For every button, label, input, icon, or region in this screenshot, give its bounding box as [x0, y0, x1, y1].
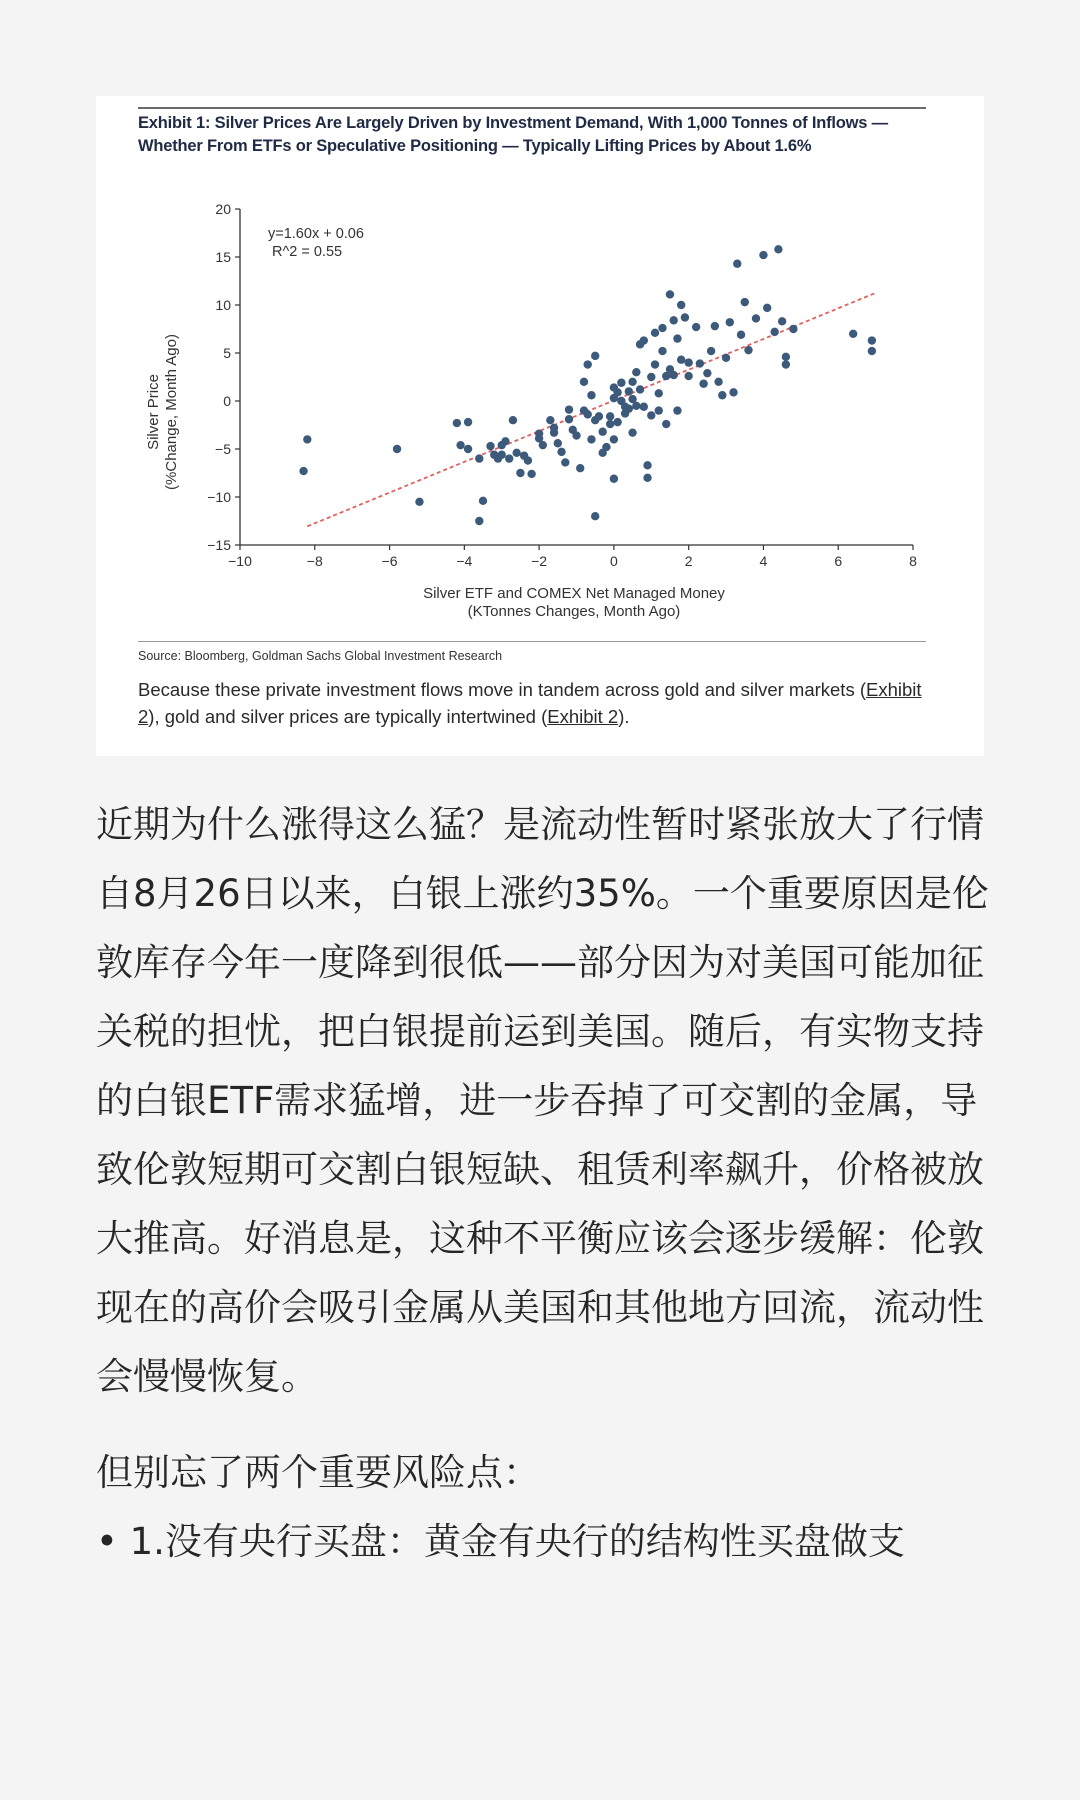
risk-intro: 但别忘了两个重要风险点：: [96, 1451, 540, 1494]
x-tick-label: 0: [609, 553, 618, 569]
data-point: [655, 406, 663, 414]
data-point: [703, 369, 711, 377]
data-point: [464, 445, 472, 453]
caption-text-1: Because these private investment flows move in tandem across gold and silver markets (: [138, 679, 866, 700]
data-point: [587, 435, 595, 443]
exhibit-title: Exhibit 1: Silver Prices Are Largely Driven by Investment Demand, With 1,000 Tonnes of Inflows — Whether From ETFs or Speculative Positioning — Typically Lifting Prices by About 1.6%: [138, 114, 888, 155]
caption-text-3: ).: [618, 706, 630, 727]
exhibit-2-link-1[interactable]: Exhibit 2: [138, 679, 922, 727]
caption-text-2: ), gold and silver prices are typically intertwined (: [148, 706, 548, 727]
points-layer: [299, 245, 876, 525]
data-point: [509, 416, 517, 424]
bullet-item-1: • 1.没有央行买盘：黄金有央行的结构性买盘做支: [96, 1520, 905, 1563]
data-point: [561, 458, 569, 466]
data-point: [554, 439, 562, 447]
x-axis-label: Silver ETF and COMEX Net Managed Money: [423, 585, 725, 602]
chart-annotation-r2: R^2 = 0.55: [272, 244, 343, 260]
y-tick-label: −15: [207, 537, 231, 553]
data-point: [729, 388, 737, 396]
data-point: [456, 441, 464, 449]
data-point: [849, 330, 857, 338]
exhibit-card: [96, 96, 984, 756]
data-point: [643, 461, 651, 469]
data-point: [722, 354, 730, 362]
y-tick-label: −5: [215, 441, 231, 457]
article-body: [96, 790, 996, 1576]
data-point: [726, 318, 734, 326]
x-tick-label: −6: [381, 553, 398, 569]
scatter-chart: [96, 96, 984, 641]
data-point: [640, 336, 648, 344]
data-point: [595, 412, 603, 420]
exhibit-source: Source: Bloomberg, Goldman Sachs Global Investment Research: [138, 649, 503, 663]
exhibit-2-link-2[interactable]: Exhibit 2: [547, 706, 619, 727]
data-point: [741, 298, 749, 306]
data-point: [524, 456, 532, 464]
data-point: [651, 329, 659, 337]
data-point: [666, 290, 674, 298]
data-point: [733, 260, 741, 268]
data-point: [782, 360, 790, 368]
x-axis-label-units: (KTonnes Changes, Month Ago): [467, 603, 681, 620]
data-point: [501, 437, 509, 445]
data-point: [782, 353, 790, 361]
y-axis-label-units: (%Change, Month Ago): [163, 334, 180, 490]
data-point: [565, 415, 573, 423]
x-tick-label: 4: [759, 553, 768, 569]
data-point: [613, 388, 621, 396]
data-point: [670, 371, 678, 379]
data-point: [591, 512, 599, 520]
data-point: [606, 420, 614, 428]
data-point: [868, 336, 876, 344]
data-point: [677, 356, 685, 364]
data-point: [628, 428, 636, 436]
data-point: [498, 451, 506, 459]
data-point: [752, 314, 760, 322]
data-point: [486, 442, 494, 450]
data-point: [617, 379, 625, 387]
data-point: [692, 323, 700, 331]
data-point: [598, 428, 606, 436]
data-point: [584, 360, 592, 368]
x-tick-label: 6: [834, 553, 843, 569]
y-axis-label: Silver Price: [145, 374, 162, 450]
data-point: [613, 418, 621, 426]
data-point: [699, 380, 707, 388]
data-point: [655, 389, 663, 397]
data-point: [572, 431, 580, 439]
data-point: [464, 418, 472, 426]
data-point: [774, 245, 782, 253]
data-point: [673, 334, 681, 342]
data-point: [763, 304, 771, 312]
data-point: [393, 445, 401, 453]
data-point: [670, 316, 678, 324]
data-point: [789, 325, 797, 333]
data-point: [868, 347, 876, 355]
data-point: [475, 517, 483, 525]
data-point: [636, 385, 644, 393]
data-point: [696, 359, 704, 367]
y-tick-label: 15: [215, 249, 231, 265]
x-tick-label: −8: [306, 553, 323, 569]
data-point: [415, 498, 423, 506]
data-point: [591, 352, 599, 360]
y-tick-label: 10: [215, 297, 231, 313]
exhibit-caption: [138, 676, 938, 730]
data-point: [640, 403, 648, 411]
data-point: [628, 378, 636, 386]
data-point: [647, 411, 655, 419]
data-point: [778, 317, 786, 325]
data-point: [684, 358, 692, 366]
data-point: [602, 443, 610, 451]
data-point: [718, 391, 726, 399]
data-point: [303, 435, 311, 443]
data-point: [546, 416, 554, 424]
data-point: [505, 454, 513, 462]
data-point: [737, 331, 745, 339]
x-tick-label: −2: [531, 553, 548, 569]
data-point: [662, 420, 670, 428]
data-point: [565, 405, 573, 413]
data-point: [479, 497, 487, 505]
data-point: [587, 391, 595, 399]
data-point: [643, 474, 651, 482]
data-point: [684, 372, 692, 380]
data-point: [632, 368, 640, 376]
data-point: [647, 373, 655, 381]
data-point: [759, 251, 767, 259]
y-tick-label: 20: [215, 201, 231, 217]
data-point: [714, 378, 722, 386]
x-tick-label: 2: [684, 553, 693, 569]
data-point: [299, 467, 307, 475]
data-point: [516, 469, 524, 477]
data-point: [539, 441, 547, 449]
data-point: [610, 435, 618, 443]
data-point: [677, 301, 685, 309]
data-point: [673, 406, 681, 414]
data-point: [744, 346, 752, 354]
data-point: [658, 324, 666, 332]
article-heading: 近期为什么涨得这么猛？是流动性暂时紧张放大了行情: [96, 803, 984, 846]
data-point: [651, 360, 659, 368]
exhibit-bottom-rule: [138, 641, 926, 642]
data-point: [557, 448, 565, 456]
y-tick-label: 5: [223, 345, 231, 361]
data-point: [576, 464, 584, 472]
x-tick-label: −10: [228, 553, 252, 569]
data-point: [625, 387, 633, 395]
data-point: [610, 475, 618, 483]
data-point: [584, 410, 592, 418]
data-point: [512, 449, 520, 457]
data-point: [550, 428, 558, 436]
data-point: [580, 378, 588, 386]
data-point: [625, 404, 633, 412]
data-point: [632, 402, 640, 410]
data-point: [707, 347, 715, 355]
x-tick-label: −4: [456, 553, 473, 569]
data-point: [453, 419, 461, 427]
data-point: [527, 470, 535, 478]
data-point: [658, 347, 666, 355]
x-tick-label: 8: [909, 553, 917, 569]
data-point: [681, 313, 689, 321]
article-paragraph: 自8月26日以来，白银上涨约35%。一个重要原因是伦敦库存今年一度降到很低——部分因为对美国可能加征关税的担忧，把白银提前运到美国。随后，有实物支持的白银ETF需求猛增，进一步吞掉了可交割的金属，导致伦敦短期可交割白银短缺、租赁利率飙升，价格被放大推高。好消息是，这种不平衡应该会逐步缓解：伦敦现在的高价会吸引金属从美国和其他地方回流，流动性会慢慢恢复。: [96, 872, 989, 1398]
y-tick-label: 0: [223, 393, 231, 409]
data-point: [606, 412, 614, 420]
data-point: [711, 322, 719, 330]
data-point: [475, 454, 483, 462]
chart-annotation-equation: y=1.60x + 0.06: [268, 226, 364, 242]
y-tick-label: −10: [207, 489, 231, 505]
data-point: [770, 328, 778, 336]
